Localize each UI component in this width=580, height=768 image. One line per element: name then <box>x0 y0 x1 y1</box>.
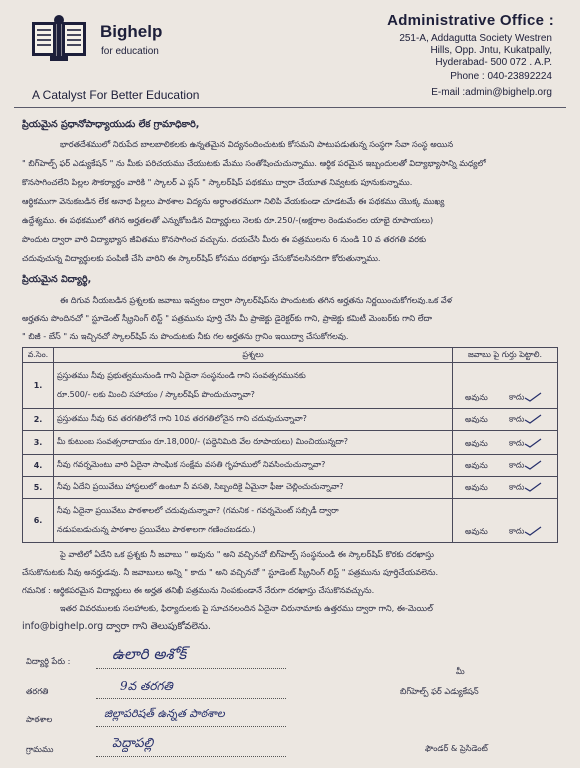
table-row <box>23 499 558 543</box>
brand-subtitle: for education <box>101 46 159 57</box>
address-line: Hyderabad- 500 072 . A.P. <box>435 57 552 68</box>
question-number: 5. <box>23 477 54 499</box>
answer-cell[interactable] <box>453 477 558 499</box>
greeting-headmaster: ప్రియమైన ప్రధానోపాధ్యాయుడు లేక గ్రామాధికారి, <box>22 119 200 130</box>
eligibility-table <box>22 347 558 543</box>
closing-line: పై వాటిలో ఏదేని ఒక ప్రశ్నకు నీ జవాబు " అవును " అని వచ్చినచో బిగ్‌హెల్ప్ సంస్థనుండి ఈ స్కాలర్‌షిప్ కొరకు దరఖాస్తు <box>60 549 434 559</box>
intro-line: ఆర్థికముగా వెనుకబడిన లేక అనాథ పిల్లలు పాఠశాల విద్యను అర్ధాంతరముగా నిలిపి వేయకుండా చూడటమే ఈ పథకము యొక్క ముఖ్య <box>22 196 445 206</box>
question-line: నీవు ఏదైనా ప్రయివేటు పాఠశాలలో చదువుచున్నావా? (గమనిక - గవర్నమెంట్ సబ్సిడీ ద్వారా <box>57 505 339 515</box>
question-line: రూ.500/- లకు మించి సహాయం / స్కాలర్‌షిప్ పొందుచున్నావా? <box>57 389 255 399</box>
class-value[interactable]: 9వ తరగతి <box>120 679 173 693</box>
question-number: 1. <box>23 363 54 409</box>
answer-cell[interactable] <box>453 431 558 455</box>
address-line: 251-A, Addagutta Society Westren <box>399 33 552 44</box>
question-text: నీవు గవర్నమెంటు వారి ఏదైనా సాంఘిక సంక్షేమ వసతి గృహములో నివసించుచున్నావా? <box>54 455 453 477</box>
intro-line: పొందుట ద్వారా వారి విద్యాభ్యాస జీవితము కొనసాగించ వచ్చును. దయచేసి మీరు ఈ పత్రములను 6 నుండి 10 వ తరగతి వరకు <box>22 234 427 244</box>
intro-line: భారతదేశములో నిరుపేద బాలబాలికలకు ఉన్నతమైన విద్యనందించుటకు కోసమని పాటుపడుతున్న సంస్థగా సేవా సంస్థ అయిన <box>60 139 454 149</box>
column-header-questions: ప్రశ్నలు <box>54 348 453 363</box>
tick-mark-icon <box>524 460 542 470</box>
signature-role: ఫౌండర్ & ప్రెసిడెంట్ <box>425 743 488 753</box>
answer-no-ticked: కాదు <box>509 460 542 472</box>
question-text <box>54 363 453 409</box>
tick-mark-icon <box>524 414 542 424</box>
answer-no-ticked: కాదు <box>509 392 542 404</box>
answer-yes: అవును <box>465 415 488 424</box>
answer-cell[interactable] <box>453 363 558 409</box>
answer-yes: అవును <box>465 527 488 536</box>
village-value[interactable]: పెద్దాపల్లి <box>112 736 154 751</box>
answer-yes: అవును <box>465 483 488 492</box>
question-text <box>54 499 453 543</box>
student-line: " బిజీ - బేస్ " ను ఇచ్చినచో స్కాలర్‌షిప్ ను పొందుటకు నీకు గల అర్హతను గ్రానిం ఇయిద్వా చేసుకోగలవు. <box>22 331 349 341</box>
tick-mark-icon <box>524 482 542 492</box>
student-name-line <box>96 668 286 669</box>
table-row <box>23 477 558 499</box>
answer-cell[interactable] <box>453 499 558 543</box>
intro-line: " బిగ్‌హెల్ప్ ఫర్ ఎడ్యుకేషన్ " ను మీకు పరిచయము చేయుటకు మేము సంతోషించుచున్నాము. ఆర్థిక పరమైన ఇబ్బందులతో విద్యాభ్యాసాన్ని మధ్యలో <box>22 158 486 168</box>
question-number: 6. <box>23 499 54 543</box>
question-line: ప్రస్తుతము నీవు ప్రభుత్వమునుండి గాని ఏదైనా సంస్థనుండి గాని సంవత్సరమునకు <box>57 370 306 380</box>
signature-salutation: మీ <box>456 666 465 676</box>
table-row <box>23 363 558 409</box>
answer-no-ticked: కాదు <box>509 482 542 494</box>
answer-cell[interactable] <box>453 409 558 431</box>
email-line: E-mail :admin@bighelp.org <box>431 87 552 98</box>
student-name-value[interactable]: ఉలారి అశోక్ <box>112 645 187 663</box>
answer-yes: అవును <box>465 439 488 448</box>
answer-no-ticked: కాదు <box>509 438 542 450</box>
student-line: ఈ దిగువ నీయబడిన ప్రశ్నలకు జవాబు ఇవ్వటం ద్వారా స్కాలర్‌షిప్‌ను పొందుటకు తగిన అర్హతను నిర్ణయించుకోగలవు.ఒక వేళ <box>60 295 453 305</box>
closing-line: గమనిక : ఆర్థికపరమైన విద్యార్థులు ఈ అర్హత తనిఖీ పత్రమును నింపకుండానే నేరుగా దరఖాస్తు చేసుకొనవచ్చును. <box>22 585 375 595</box>
question-number: 2. <box>23 409 54 431</box>
signature-organization: బిగ్‌హెల్ప్ ఫర్ ఎడ్యుకేషన్ <box>400 686 479 696</box>
brand-name: Bighelp <box>100 22 163 41</box>
question-text: మీ కుటుంబ సంవత్సరాదాయం రూ.18,000/- (పద్దెనిమిది వేల రూపాయలు) మించియున్నదా? <box>54 431 453 455</box>
closing-line: ఇతర వివరములకు సలహాలకు, ఫిర్యాదులకు పై సూచనలందిన ఏదైనా చిరునామాకు ఉత్తరము ద్వారా గాని, ఈ-మెయిల్ <box>60 603 433 613</box>
address-line: Hills, Opp. Jntu, Kukatpally, <box>430 45 552 56</box>
answer-cell[interactable] <box>453 455 558 477</box>
tick-mark-icon <box>524 438 542 448</box>
intro-line: కొనసాగించలేని పిల్లల సౌకర్యార్ధం వారికి " స్కాలర్ ఎ ప్లస్ " స్కాలర్‌షిప్ పథకము ద్వారా చేయూత నివ్వటకు పూనుకున్నాము. <box>22 177 413 187</box>
student-line: అర్హతను పొందినచో " స్టూడెంట్ స్క్రీనింగ్ లిస్ట్ " పత్రమును పూర్తి చేసి మీ ప్రాజెక్టు డైరెక్టర్‌కు గాని, ప్రాజెక్టు కమిటీ మెంబర్‌కు గాని లేదా <box>22 313 433 323</box>
table-row <box>23 409 558 431</box>
school-label: పాఠశాల <box>26 714 53 724</box>
question-text: ప్రస్తుతము నీవు 6వ తరగతిలోనే గాని 10వ తరగతిలోనైన గాని చదువుచున్నావా? <box>54 409 453 431</box>
question-number: 4. <box>23 455 54 477</box>
school-value[interactable]: జిల్లాపరిషత్ ఉన్నత పాఠశాల <box>104 707 225 720</box>
class-label: తరగతి <box>26 686 49 696</box>
student-name-label: విద్యార్థి పేరు : <box>26 656 71 666</box>
phone-line: Phone : 040-23892224 <box>450 71 552 82</box>
tagline: A Catalyst For Better Education <box>32 88 200 102</box>
question-line: నడుపబడుచున్న పాఠశాల ప్రయివేటు పాఠశాలగా గణించబడదు.) <box>57 524 256 534</box>
table-row <box>23 455 558 477</box>
village-label: గ్రామము <box>26 744 54 754</box>
tick-mark-icon <box>524 526 542 536</box>
answer-no-ticked: కాదు <box>509 414 542 426</box>
class-line <box>96 698 286 699</box>
intro-line: ఉద్దేశ్యము. ఈ పథకములో తగిన అర్హతలతో ఎన్నుకోబడిన విద్యార్థులు నెలకు రూ.250/-(అక్షరాల రెండువందల యాభై రూపాయలు) <box>22 215 434 225</box>
answer-no-ticked: కాదు <box>509 526 542 538</box>
column-header-number: వ.సెం. <box>23 348 54 363</box>
table-header-row <box>23 348 558 363</box>
table-row <box>23 431 558 455</box>
question-number: 3. <box>23 431 54 455</box>
school-line <box>96 726 286 727</box>
bighelp-logo-icon <box>30 12 88 64</box>
village-line <box>96 756 286 757</box>
office-title: Administrative Office : <box>387 12 554 29</box>
answer-yes: అవును <box>465 461 488 470</box>
question-text: నీవు ఏదేని ప్రయివేటు హాస్టలులో ఉంటూ నీ వసతి, సిబ్బందికై ఏమైనా ఫీజు చెల్లించుచున్నావా? <box>54 477 453 499</box>
intro-line: చదువుచున్న విద్యార్థులకు పంపిణీ చేసి వారిని ఈ స్కాలర్‌షిప్ కోసము దరఖాస్తు చేసుకోవలసినదిగా కోరుతున్నాము. <box>22 253 381 263</box>
greeting-student: ప్రియమైన విద్యార్థి, <box>22 274 92 285</box>
header-divider <box>14 107 566 108</box>
contact-email-line: info@bighelp.org ద్వారా గాని తెలుపుకోవలెను. <box>22 621 211 632</box>
answer-yes: అవును <box>465 393 488 402</box>
closing-line: చేసుకొనుటకు నీవు అనర్హుడవు. నీ జవాబులు అన్ని " కాదు " అని వచ్చినచో " స్టూడెంట్ స్క్రీనింగ్ లిస్ట్ " పత్రమును పూర్తిచేయవలెను. <box>22 567 439 577</box>
column-header-answer: జవాబు పై గుర్తు పెట్టాలి. <box>453 348 558 363</box>
tick-mark-icon <box>524 392 542 402</box>
